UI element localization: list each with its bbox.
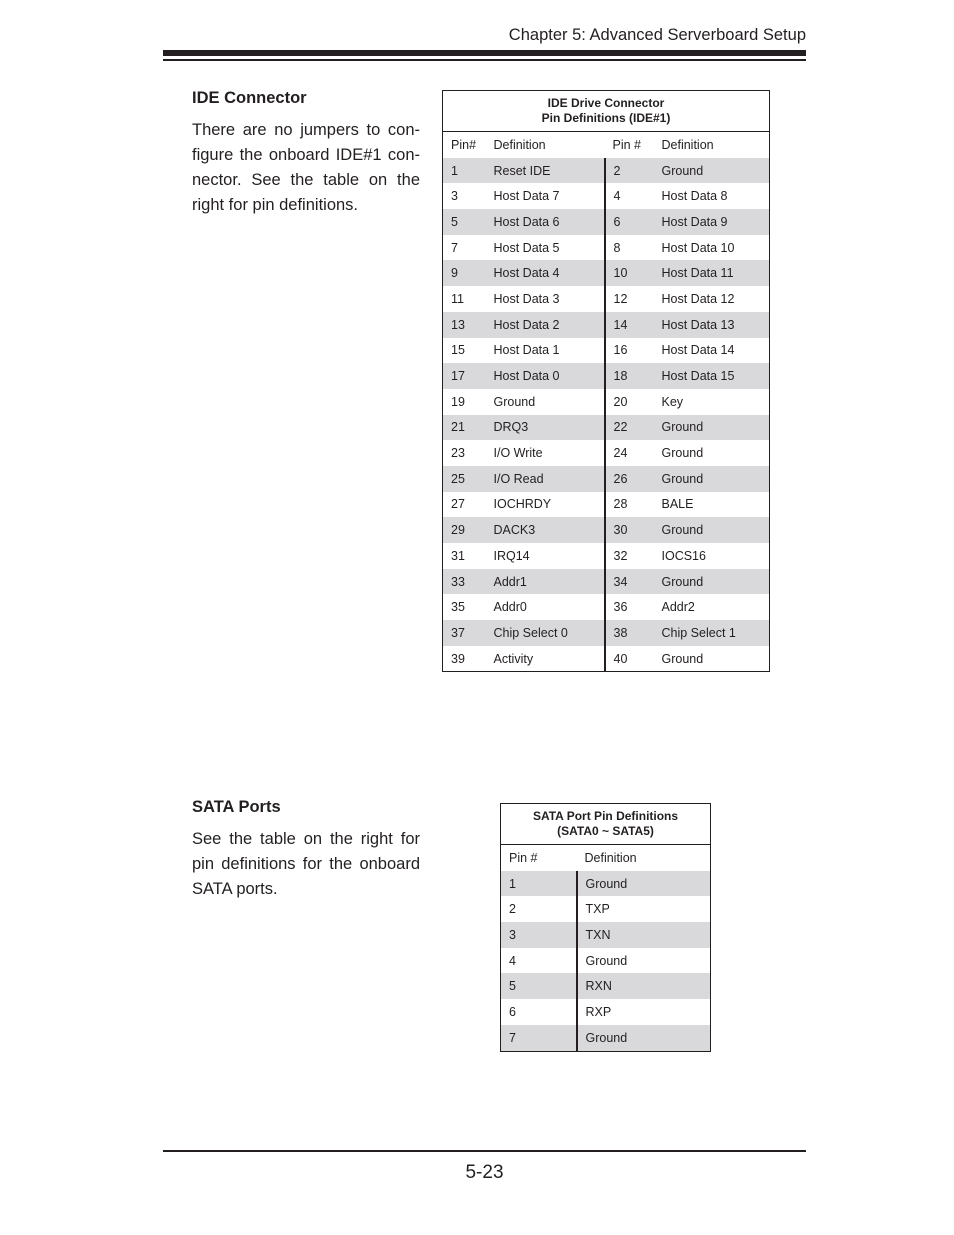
sata-table-cell: 2 bbox=[501, 896, 577, 922]
ide-table-cell: Ground bbox=[486, 389, 605, 415]
ide-table-cell: 38 bbox=[605, 620, 654, 646]
ide-table-row bbox=[443, 158, 770, 184]
ide-pin-table bbox=[442, 90, 770, 672]
ide-table-cell: BALE bbox=[654, 492, 770, 518]
ide-table-title-line1: IDE Drive Connector bbox=[547, 96, 665, 110]
sata-table-body bbox=[501, 871, 711, 1051]
sata-table-title bbox=[501, 804, 711, 845]
ide-table-cell: Host Data 2 bbox=[486, 312, 605, 338]
ide-table-row bbox=[443, 209, 770, 235]
ide-table-cell: 21 bbox=[443, 415, 486, 441]
ide-table-cell: 16 bbox=[605, 338, 654, 364]
ide-table-cell: Ground bbox=[654, 466, 770, 492]
ide-table-cell: Host Data 4 bbox=[486, 260, 605, 286]
page-number: 5-23 bbox=[465, 1162, 504, 1183]
ide-table-cell: 33 bbox=[443, 569, 486, 595]
ide-section-body: There are no jumpers to con-figure the onboard IDE#1 con-nector. See the table on the right for pin definitions. bbox=[192, 121, 420, 214]
ide-table-cell: 15 bbox=[443, 338, 486, 364]
ide-table-row bbox=[443, 183, 770, 209]
ide-table-cell: 12 bbox=[605, 286, 654, 312]
ide-table-cell: Host Data 3 bbox=[486, 286, 605, 312]
ide-table-row bbox=[443, 492, 770, 518]
ide-table-title-line2: Pin Definitions (IDE#1) bbox=[541, 111, 671, 125]
ide-table-cell: IOCS16 bbox=[654, 543, 770, 569]
ide-table-cell: Host Data 11 bbox=[654, 260, 770, 286]
ide-table-cell: 36 bbox=[605, 594, 654, 620]
header-rule-thick bbox=[163, 50, 806, 56]
sata-section-body: See the table on the right for pin definitions for the onboard SATA ports. bbox=[192, 830, 420, 898]
sata-table-cell: Ground bbox=[577, 1025, 711, 1051]
ide-table-cell: Host Data 5 bbox=[486, 235, 605, 261]
ide-table-cell: 10 bbox=[605, 260, 654, 286]
ide-table-cell: 27 bbox=[443, 492, 486, 518]
ide-table-cell: Host Data 7 bbox=[486, 183, 605, 209]
sata-table-cell: 1 bbox=[501, 871, 577, 897]
ide-col-pin-a: Pin# bbox=[443, 132, 486, 158]
ide-table-cell: 30 bbox=[605, 517, 654, 543]
ide-table-cell: Addr1 bbox=[486, 569, 605, 595]
ide-table-cell: DACK3 bbox=[486, 517, 605, 543]
ide-table-row bbox=[443, 260, 770, 286]
ide-table-cell: 31 bbox=[443, 543, 486, 569]
ide-col-def-a: Definition bbox=[486, 132, 605, 158]
ide-table-cell: Ground bbox=[654, 158, 770, 184]
sata-table-cell: RXP bbox=[577, 999, 711, 1025]
ide-table-cell: 35 bbox=[443, 594, 486, 620]
ide-table-cell: 39 bbox=[443, 646, 486, 672]
ide-table-cell: Ground bbox=[654, 415, 770, 441]
ide-table-cell: Ground bbox=[654, 517, 770, 543]
ide-table-cell: 6 bbox=[605, 209, 654, 235]
ide-table-cell: 25 bbox=[443, 466, 486, 492]
ide-table-cell: Host Data 1 bbox=[486, 338, 605, 364]
ide-table-row bbox=[443, 235, 770, 261]
ide-table-cell: IRQ14 bbox=[486, 543, 605, 569]
sata-table-row bbox=[501, 999, 711, 1025]
ide-table-row bbox=[443, 312, 770, 338]
ide-table-cell: 13 bbox=[443, 312, 486, 338]
sata-table-cell: Ground bbox=[577, 948, 711, 974]
sata-table-cell: 3 bbox=[501, 922, 577, 948]
ide-table-cell: 3 bbox=[443, 183, 486, 209]
ide-table-cell: 5 bbox=[443, 209, 486, 235]
ide-table-cell: Ground bbox=[654, 646, 770, 672]
sata-section-heading: SATA Ports bbox=[192, 798, 281, 816]
sata-table-cell: RXN bbox=[577, 973, 711, 999]
ide-table-cell: Chip Select 1 bbox=[654, 620, 770, 646]
sata-table-title-line1: SATA Port Pin Definitions bbox=[532, 809, 679, 823]
ide-table-cell: 2 bbox=[605, 158, 654, 184]
ide-table-row bbox=[443, 440, 770, 466]
ide-table-cell: Key bbox=[654, 389, 770, 415]
ide-table-cell: 23 bbox=[443, 440, 486, 466]
header-rule-thin bbox=[163, 59, 806, 61]
sata-table-cell: 6 bbox=[501, 999, 577, 1025]
ide-table-cell: 4 bbox=[605, 183, 654, 209]
ide-table-cell: Host Data 6 bbox=[486, 209, 605, 235]
ide-table-row bbox=[443, 338, 770, 364]
ide-table-cell: Addr0 bbox=[486, 594, 605, 620]
ide-table-cell: Host Data 12 bbox=[654, 286, 770, 312]
ide-table-cell: Reset IDE bbox=[486, 158, 605, 184]
ide-section-heading: IDE Connector bbox=[192, 89, 307, 107]
ide-table-cell: Addr2 bbox=[654, 594, 770, 620]
ide-table-body bbox=[443, 158, 770, 672]
ide-table-cell: 20 bbox=[605, 389, 654, 415]
ide-table-cell: DRQ3 bbox=[486, 415, 605, 441]
sata-table-row bbox=[501, 871, 711, 897]
ide-table-cell: 19 bbox=[443, 389, 486, 415]
sata-table-row bbox=[501, 973, 711, 999]
sata-table-cell: 4 bbox=[501, 948, 577, 974]
ide-table-cell: 18 bbox=[605, 363, 654, 389]
ide-table-cell: 40 bbox=[605, 646, 654, 672]
ide-table-cell: IOCHRDY bbox=[486, 492, 605, 518]
sata-table-title-line2: (SATA0 ~ SATA5) bbox=[557, 824, 654, 838]
chapter-title: Chapter 5: Advanced Serverboard Setup bbox=[508, 26, 806, 44]
footer-rule bbox=[163, 1150, 806, 1152]
ide-table-cell: 28 bbox=[605, 492, 654, 518]
ide-table-row bbox=[443, 646, 770, 672]
ide-table-cell: 14 bbox=[605, 312, 654, 338]
ide-table-row bbox=[443, 517, 770, 543]
ide-table-cell: 37 bbox=[443, 620, 486, 646]
ide-table-row bbox=[443, 363, 770, 389]
sata-table-cell: TXP bbox=[577, 896, 711, 922]
sata-table-cell: TXN bbox=[577, 922, 711, 948]
ide-table-cell: Ground bbox=[654, 440, 770, 466]
sata-table-cell: Ground bbox=[577, 871, 711, 897]
ide-table-cell: 26 bbox=[605, 466, 654, 492]
ide-table-row bbox=[443, 415, 770, 441]
sata-col-def: Definition bbox=[577, 845, 711, 871]
ide-table-row bbox=[443, 543, 770, 569]
ide-table-title bbox=[443, 91, 770, 132]
sata-col-pin: Pin # bbox=[501, 845, 577, 871]
ide-table-cell: 7 bbox=[443, 235, 486, 261]
ide-table-row bbox=[443, 389, 770, 415]
ide-table-cell: Host Data 10 bbox=[654, 235, 770, 261]
ide-table-cell: Host Data 15 bbox=[654, 363, 770, 389]
ide-table-cell: I/O Read bbox=[486, 466, 605, 492]
sata-pin-table bbox=[500, 803, 711, 1052]
ide-table-row bbox=[443, 594, 770, 620]
ide-table-row bbox=[443, 569, 770, 595]
ide-table-cell: Activity bbox=[486, 646, 605, 672]
ide-table-cell: 8 bbox=[605, 235, 654, 261]
ide-table-header-row bbox=[443, 132, 770, 158]
ide-table-cell: I/O Write bbox=[486, 440, 605, 466]
ide-table-cell: 17 bbox=[443, 363, 486, 389]
ide-table-cell: Ground bbox=[654, 569, 770, 595]
ide-table-cell: Host Data 8 bbox=[654, 183, 770, 209]
ide-table-cell: 11 bbox=[443, 286, 486, 312]
ide-table-cell: Host Data 14 bbox=[654, 338, 770, 364]
ide-table-cell: Host Data 0 bbox=[486, 363, 605, 389]
sata-table-cell: 7 bbox=[501, 1025, 577, 1051]
ide-table-cell: 32 bbox=[605, 543, 654, 569]
ide-table-cell: Chip Select 0 bbox=[486, 620, 605, 646]
sata-table-row bbox=[501, 1025, 711, 1051]
sata-table-cell: 5 bbox=[501, 973, 577, 999]
sata-table-header-row bbox=[501, 845, 711, 871]
sata-table-row bbox=[501, 948, 711, 974]
ide-table-row bbox=[443, 286, 770, 312]
ide-table-cell: 34 bbox=[605, 569, 654, 595]
ide-table-cell: Host Data 9 bbox=[654, 209, 770, 235]
ide-table-cell: 1 bbox=[443, 158, 486, 184]
ide-table-cell: Host Data 13 bbox=[654, 312, 770, 338]
ide-col-pin-b: Pin # bbox=[605, 132, 654, 158]
ide-table-cell: 9 bbox=[443, 260, 486, 286]
ide-table-cell: 24 bbox=[605, 440, 654, 466]
ide-table-row bbox=[443, 620, 770, 646]
ide-table-cell: 29 bbox=[443, 517, 486, 543]
sata-table-row bbox=[501, 896, 711, 922]
ide-table-cell: 22 bbox=[605, 415, 654, 441]
ide-table-row bbox=[443, 466, 770, 492]
sata-table-row bbox=[501, 922, 711, 948]
ide-col-def-b: Definition bbox=[654, 132, 770, 158]
